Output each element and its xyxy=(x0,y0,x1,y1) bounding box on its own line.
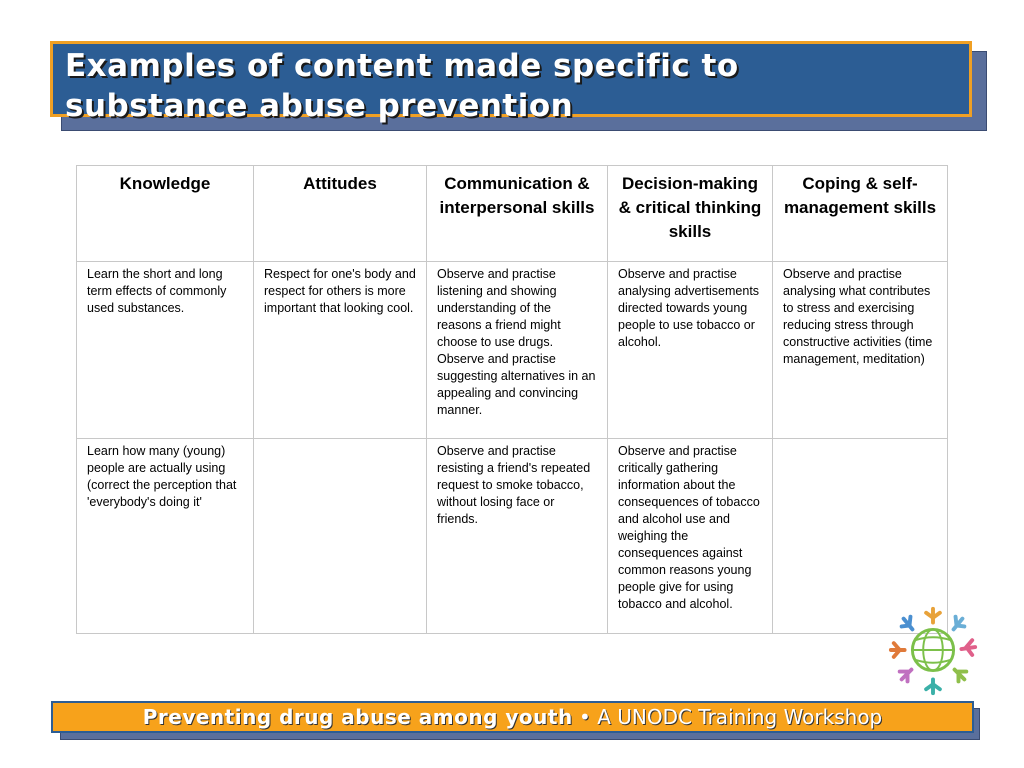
table-cell: Respect for one's body and respect for others is more important that looking cool. xyxy=(254,262,427,439)
slide-title-line1: Examples of content made specific to xyxy=(65,48,739,84)
unodc-youth-logo-icon xyxy=(884,601,982,699)
header-knowledge: Knowledge xyxy=(77,166,254,262)
table-cell: Observe and practise analysing what contributes to stress and exercising reducing stress through constructive activities (time management, meditation) xyxy=(773,262,948,439)
header-communication: Communication & interpersonal skills xyxy=(427,166,608,262)
slide-title-line2: substance abuse prevention xyxy=(65,88,574,124)
title-banner xyxy=(50,41,972,124)
footer-separator: • xyxy=(572,705,598,729)
table-cell: Observe and practise critically gathering information about the consequences of tobacco and alcohol use and weighing the consequences against common reasons young people give for using tobacco and alcohol. xyxy=(608,439,773,634)
table-cell: Learn how many (young) people are actually using (correct the perception that 'everybody's doing it' xyxy=(77,439,254,634)
footer-text xyxy=(143,705,883,729)
table-row xyxy=(77,262,948,439)
header-attitudes: Attitudes xyxy=(254,166,427,262)
table-cell: Observe and practise listening and showing understanding of the reasons a friend might choose to use drugs. Observe and practise suggesting alternatives in an appealing and convincing manner. xyxy=(427,262,608,439)
footer-banner xyxy=(51,701,974,733)
header-coping: Coping & self-management skills xyxy=(773,166,948,262)
header-decision-making: Decision-making & critical thinking skills xyxy=(608,166,773,262)
table-cell: Observe and practise analysing advertisements directed towards young people to use tobacco or alcohol. xyxy=(608,262,773,439)
table-row xyxy=(77,439,948,634)
table-cell: Learn the short and long term effects of commonly used substances. xyxy=(77,262,254,439)
table-cell xyxy=(254,439,427,634)
slide-title xyxy=(65,46,957,126)
footer-title: Preventing drug abuse among youth xyxy=(142,705,573,729)
table-cell: Observe and practise resisting a friend's repeated request to smoke tobacco, without losing face or friends. xyxy=(427,439,608,634)
table-header-row xyxy=(77,166,948,262)
content-table xyxy=(76,165,948,634)
footer-subtitle: A UNODC Training Workshop xyxy=(597,705,883,729)
